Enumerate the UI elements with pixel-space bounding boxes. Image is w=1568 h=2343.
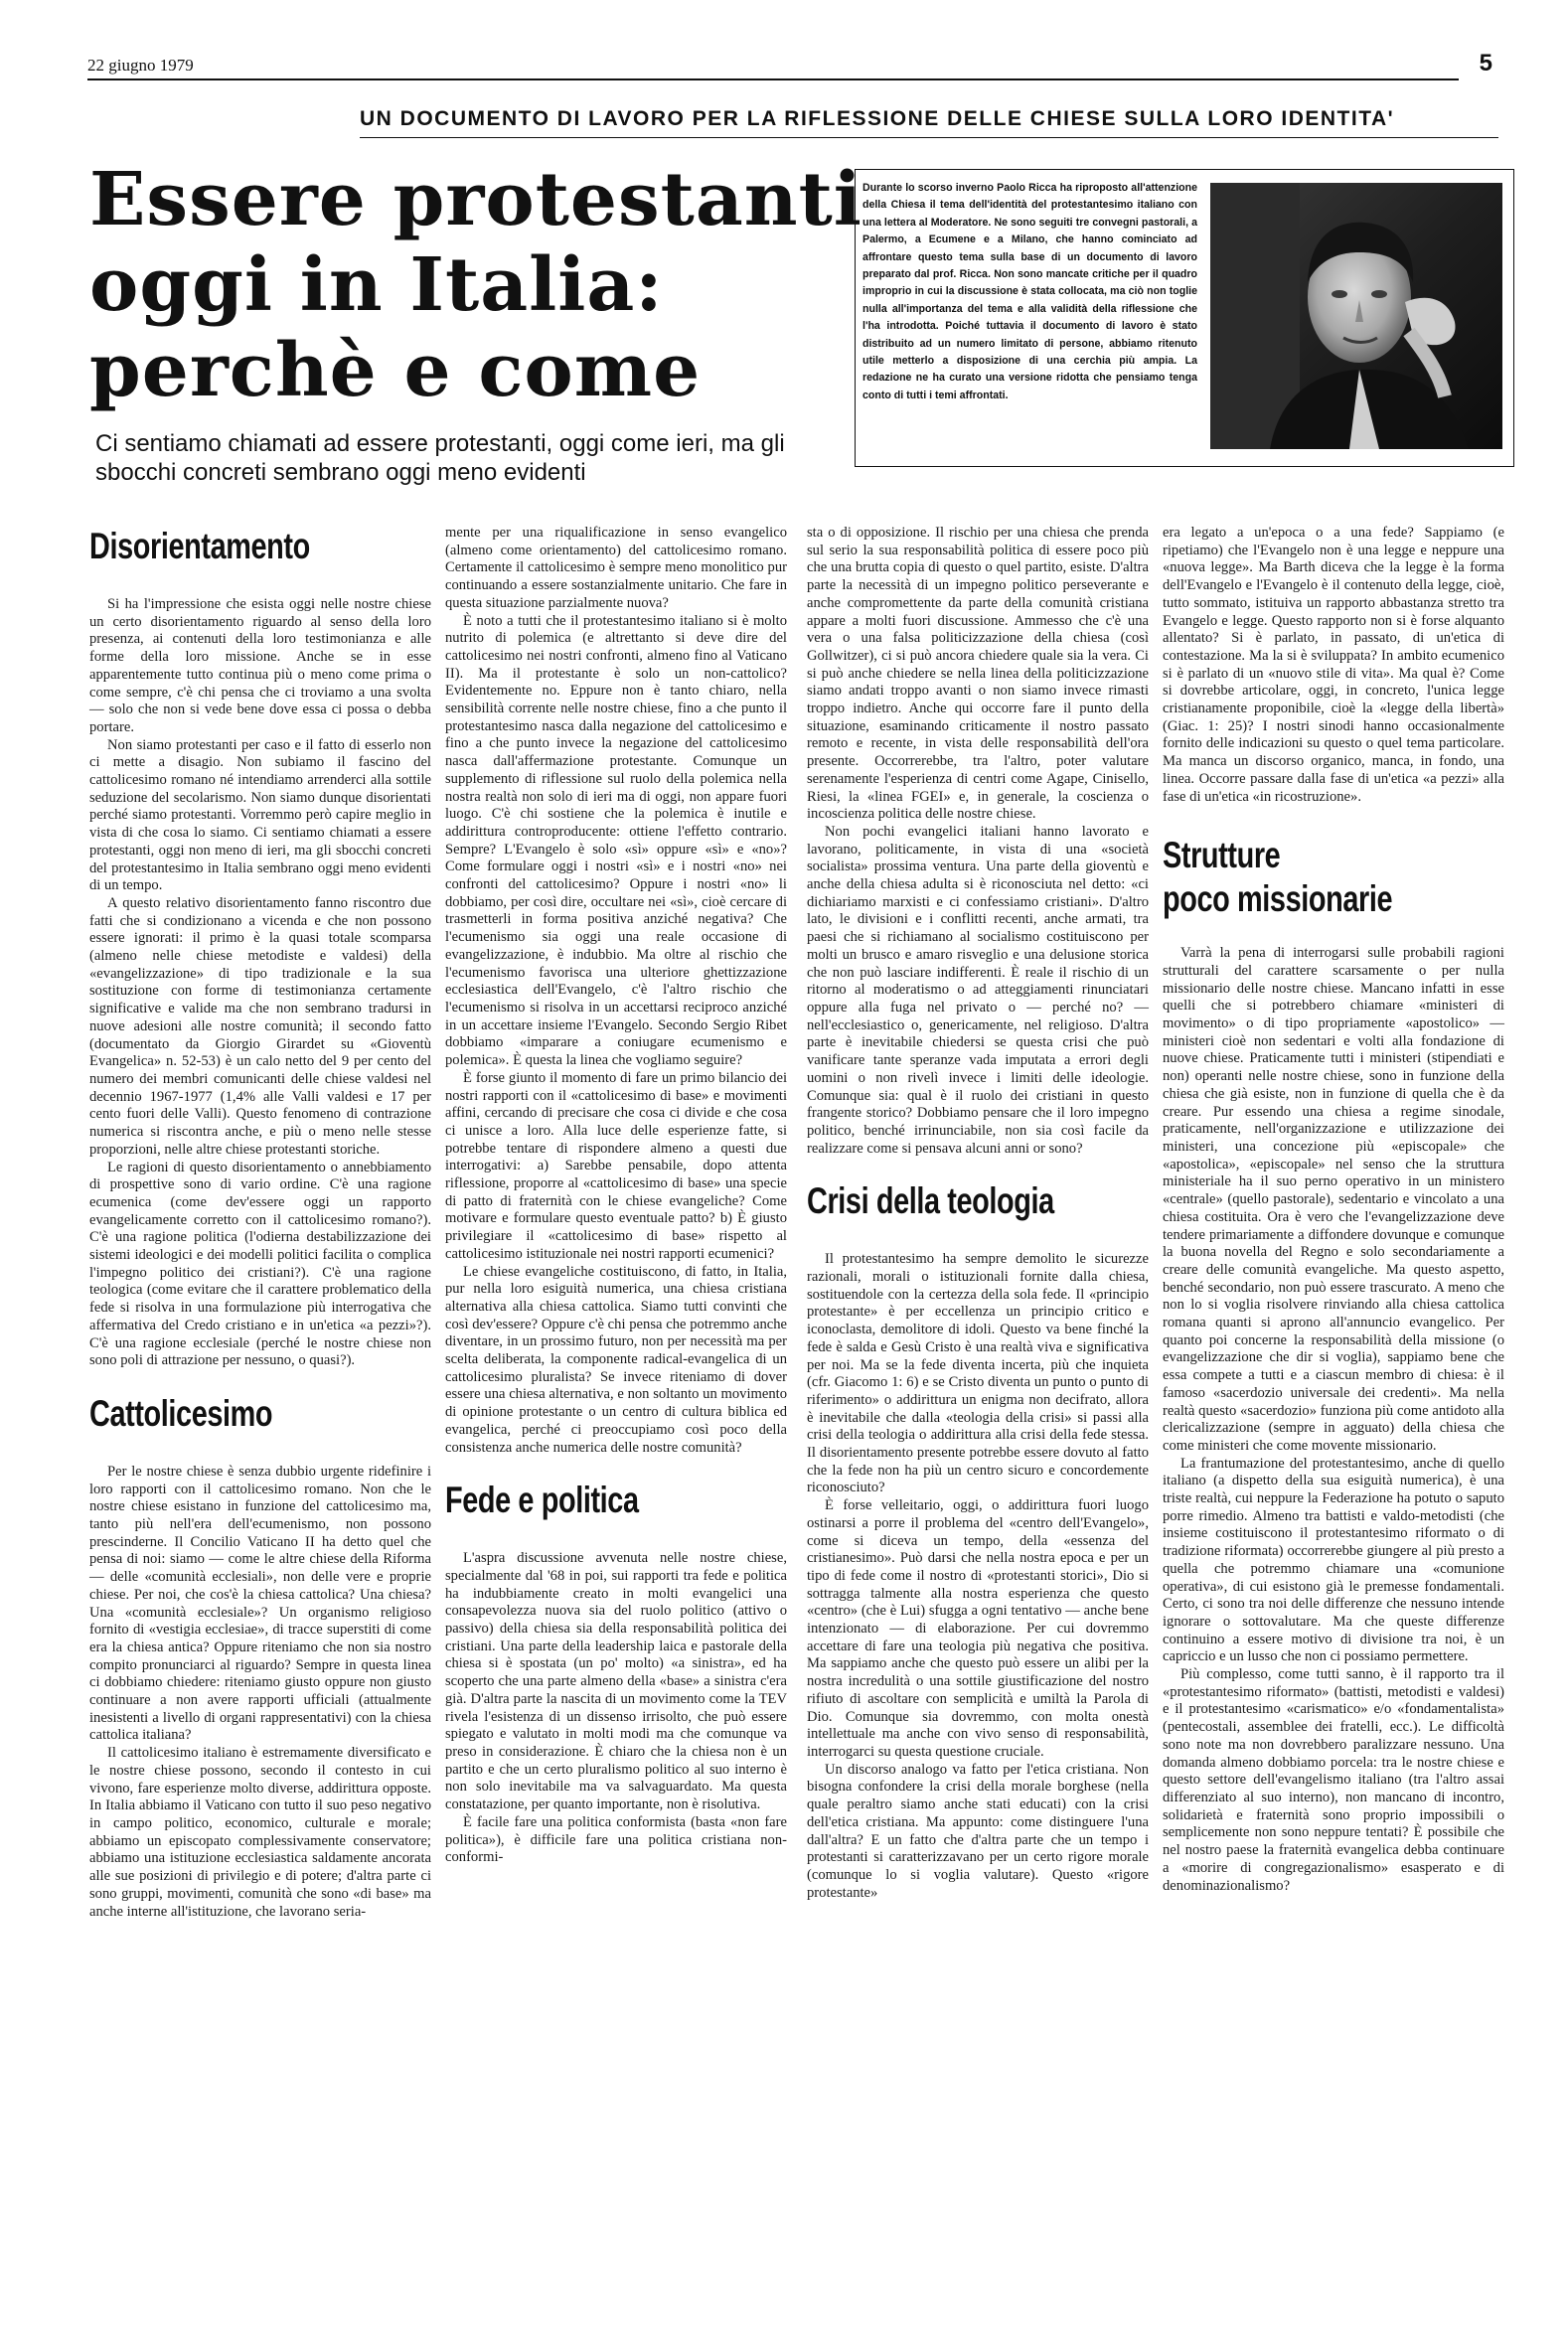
headline-line-3: perchè e come: [89, 328, 702, 413]
intro-text: Durante lo scorso inverno Paolo Ricca ha riproposto all'attenzione della Chiesa il tema dell'identità del protestantesimo italiano con una lettera al Moderatore. Ne sono seguiti tre convegni pastorali, a Palermo, a Ecumene e a Milano, che hanno cominciato ad affrontare questo tema sulla base di un documento di lavoro preparato dal prof. Ricca. Non sono mancate critiche per il quadro improprio in cui la discussione è stata collocata, ma ciò non toglie nulla all'importanza del tema e alla validità della riflessione che l'ha introdotta. Poiché tuttavia il documento di lavoro è stato distribuito ad un numero limitato di persone, abbiamo ritenuto utile metterlo a disposizione di una cerchia più ampia. La redazione ne ha curato una versione ridotta che pensiamo tenga conto di tutti i temi affrontati.: [862, 182, 1197, 401]
subhead-disorientamento: Disorientamento: [89, 526, 310, 566]
subhead-strutture-line-2: poco missionarie: [1163, 878, 1393, 920]
paragraph: Varrà la pena di interrogarsi sulle probabili ragioni strutturali del carattere scarsamente o per nulla missionario delle nostre chiese. Mancano infatti in esse quelli che si potrebbero chiamare «ministeri di movimento» o di tipo propriamente «apostolico» — ministeri cioè non sedentari e volti alla fondazione di nuove chiese. Praticamente tutti i ministeri (stipendiati e non) operanti nelle nostre chiese, sono in funzione della chiesa che già esiste, non in funzione di quella che è da creare. Pur essendo una chiesa a regime sinodale, praticamente, nell'organizzazione e utilizzazione dei ministeri, una concezione più «episcopale» che «apostolica», «episcopale» nel senso che la struttura ministeriale ha il suo perno operativo in un ministero «centrale» (quello pastorale), sedentario e vincolato a una chiesa costituita. Ora è vero che l'evangelizzazione deve tendere primariamente a diffondere dovunque e comunque la buona novella del Regno e solo secondariamente a creare delle comunità evangeliche. Ma questo aspetto, benché secondario, non può essere trascurato. A meno che non lo si voglia risolvere rinviando alla chiesa cattolica romana quanti si aprono all'annuncio evangelico. Per quanto poi concerne la responsabilità della missione (o evangelizzazione che dir si voglia), sappiamo bene che essa compete a tutti e a ciascun membro di chiesa: è il famoso «sacerdozio universale dei credenti». Ma nella realtà questo «sacerdozio» funziona più come antidoto alla clericalizzazione (sempre in agguato) della chiesa che come ministeri che come movente missionario.: [1163, 945, 1504, 1454]
column-4: [1163, 525, 1504, 1895]
subhead-cattolicesimo: Cattolicesimo: [89, 1392, 273, 1434]
paragraph: mente per una riqualificazione in senso evangelico (almeno come orientamento) del cattolicesimo romano. Certamente il cattolicesimo è sempre meno monolitico pur continuando a essere sostanzialmente unitario. Che fare in questa situazione parzialmente nuova?: [445, 525, 787, 611]
paragraph: Le chiese evangeliche costituiscono, di fatto, in Italia, pur nella loro esiguità numerica, una chiesa cristiana alternativa alla chiesa cattolica. Siamo tutti convinti che così dev'essere? Oppure c'è chi pensa che potremmo anche diventare, in un prossimo futuro, non per necessità ma per scelta deliberata, la componente radical-evangelica di un cattolicesimo pluralista? Se invece riteniamo di dover essere una chiesa alternativa, e non soltanto un movimento di opinione protestante o un centro di cultura biblica ed evangelica, perché ci preoccupiamo così poco della consistenza anche numerica delle nostre comunità?: [445, 1263, 787, 1456]
paragraph: Un discorso analogo va fatto per l'etica cristiana. Non bisogna confondere la crisi della morale borghese (nella quale peraltro siamo anche stati educati) con la crisi dell'etica cristiana. Ma appunto: come distinguere l'una dall'altra? E un fatto che d'altra parte che un tempo i protestanti si caratterizzavano per un certo rigore morale (comunque lo si voglia valutare). Questo «rigore protestante»: [807, 1761, 1149, 1901]
paragraph: Si ha l'impressione che esista oggi nelle nostre chiese un certo disorientamento riguardo al senso della loro presenza, ai contenuti della loro testimonianza e alle forme della loro missione. Anche se in esse apparentemente tutto continua più o meno come prima o come sempre, c'è chi pensa che ci troviamo a una svolta — solo che non si vede bene dove essa ci possa o debba portare.: [89, 596, 431, 735]
subhead-crisi-teologia: Crisi della teologia: [807, 1180, 1054, 1222]
portrait-photo: [1210, 183, 1502, 449]
column-2: [445, 525, 787, 1867]
kicker: UN DOCUMENTO DI LAVORO PER LA RIFLESSIONE DELLE CHIESE SULLA LORO IDENTITA': [360, 107, 1395, 130]
subhead-strutture: [1163, 834, 1429, 921]
paragraph: sta o di opposizione. Il rischio per una chiesa che prenda sul serio la sua responsabilità politica di essere poco più che una brutta copia di questo o quel partito, esiste. D'altra parte la necessità di un impegno politico perseverante e anche compromettente da parte della comunità cristiana appare a molti fuori discussione. Ammesso che c'è una vera o una falsa politicizzazione della chiesa (così Gollwitzer), ci si può ancora chiedere quale sia la vera. Ci si può anche chiedere se nella linea della politicizzazione siamo andati troppo avanti o non siamo invece rimasti troppo indietro. Anche qui occorre fare il punto della situazione, esaminando criticamente il nostro passato remoto e recente, in vista delle responsabilità dell'ora presente. Occorrerebbe, tra l'altro, poter valutare serenamente l'esperienza di centri come Agape, Cinisello, Riesi, la «linea FGEI» e, in generale, la coscienza o incoscienza politica delle nostre chiese.: [807, 525, 1149, 823]
paragraph: Non siamo protestanti per caso e il fatto di esserlo non ci mette a disagio. Non subiamo il fascino del cattolicesimo romano né intendiamo arrenderci alla sottile seduzione del secolarismo. Non siamo dunque disorientati perché siamo protestanti. Vorremmo però capire meglio in vista di che cosa lo siamo. Ci sentiamo chiamati a essere protestanti, oggi non meno di ieri, ma gli sbocchi concreti del protestantesimo in Italia sembrano oggi meno evidenti di un tempo.: [89, 736, 431, 894]
headline-line-2: oggi in Italia:: [89, 242, 664, 328]
standfirst: Ci sentiamo chiamati ad essere protestanti, oggi come ieri, ma gli sbocchi concreti sembrano oggi meno evidenti: [95, 430, 785, 486]
column-1: [89, 525, 431, 1921]
subhead-fede-politica: Fede e politica: [445, 1480, 639, 1521]
paragraph: Più complesso, come tutti sanno, è il rapporto tra il «protestantesimo riformato» (battisti, metodisti e valdesi) e il protestantesimo «carismatico» e/o «fondamentalista» (pentecostali, assemblee dei fratelli, ecc.). Le difficoltà sono note ma non dovrebbero paralizzare nessuno. Una domanda almeno dobbiamo porcela: tra le nostre chiese e questo settore dell'evangelismo italiano (tra l'altro assai differenziato al suo interno), non mancano di incontro, solidarietà e fraternità sono proprio impossibili o semplicemente non sono neppure tentati? È possibile che nel nostro paese la fraternità evangelica debba continuare a «morire di congregazionalismo» esasperato e di denominazionalismo?: [1163, 1666, 1504, 1894]
page-number: 5: [1479, 50, 1492, 77]
paragraph: Le ragioni di questo disorientamento o annebbiamento di prospettive sono di vario ordine. C'è una ragione ecumenica (come dev'essere oggi un rapporto evangelicamente corretto con il cattolicesimo romano?). C'è una ragione politica (l'odierna destabilizzazione dei sistemi ideologici e dei modelli politici facilita o complica l'impegno politico dei cristiani?). C'è una ragione teologica (come evitare che il carattere problematico della fede si risolva in una formulazione più interrogativa che affermativa del Credo cristiano e in un'etica «a pezzi»?). C'è una ragione ecclesiale (perché le nostre chiese non sono poli di attrazione per nessuno, o quasi?).: [89, 1159, 431, 1369]
paragraph: È forse velleitario, oggi, o addirittura fuori luogo ostinarsi a porre il problema del «centro dell'Evangelo», come si diceva un tempo, della «essenza del cristianesimo». Può darsi che nella nostra epoca e per un tipo di fede come il nostro di «protestanti storici», Dio si sottragga talmente alla nostra esperienza che questo «centro» (che è Lui) sfugga a ogni tentativo — anche bene intenzionato — di elaborazione. Per cui dovremmo accettare di fare una teologia più negativa che positiva. Ma sappiamo anche che questo può essere un alibi per la nostra incredulità o una sottile giustificazione del nostro rifiuto di ascoltare con semplicità e umiltà la Parola di Dio. Comunque sia dovremmo, con molta onestà intellettuale ma anche con vivo senso di responsabilità, interrogarci su questa questione cruciale.: [807, 1497, 1149, 1760]
kicker-rule: [360, 137, 1498, 138]
masthead-rule: [87, 78, 1459, 80]
paragraph: La frantumazione del protestantesimo, anche di quello italiano (a dispetto della sua esiguità numerica), è una triste realtà, cui neppure la Federazione ha potuto o saputo porre rimedio. Almeno tra battisti e valdo-metodisti (che insieme costituiscono il protestantesimo riformato o di tradizione riformata) occorrerebbe giungere al più presto a quella che potremmo chiamare una «comunione operativa», di cui esistono già le premesse fondamentali. Certo, ci sono tra noi delle differenze che nessuno intende ignorare o sottovalutare. Ma che queste differenze continuino a essere motivo di divisione tra noi, è un capriccio e un lusso che non ci possiamo permettere.: [1163, 1455, 1504, 1665]
paragraph: L'aspra discussione avvenuta nelle nostre chiese, specialmente dal '68 in poi, sui rapporti tra fede e politica ha indubbiamente creato in molti evangelici una consapevolezza nuova sia del ruolo politico (attivo o passivo) della chiesa sia della responsabilità politica dei cristiani. Una parte della leadership laica e pastorale della chiesa si è spostata (un po' molto) «a sinistra», ed ha scoperto che una parte almeno della «base» a sinistra c'era già. D'altra parte la nascita di un movimento come la TEV rivela l'esistenza di un dissenso irrisolto, che può essere spiegato e valutato in molti modi ma che comunque va preso in considerazione. È chiaro che la chiesa non è un partito e che un certo pluralismo politico al suo interno è non solo inevitabile ma va salvaguardato. Ma questa constatazione, per quanto importante, non è risolutiva.: [445, 1550, 787, 1813]
column-3: [807, 525, 1149, 1902]
paragraph: Per le nostre chiese è senza dubbio urgente ridefinire i loro rapporti con il cattolicesimo romano. Non che le nostre chiese esistano in funzione del cattolicesimo ma, tanto più nell'era dell'ecumenismo, non possono prescinderne. Il Concilio Vaticano II ha detto quel che pensa di noi: siamo — come le altre chiese della Riforma — delle «comunità ecclesiali», non delle vere e proprie chiese. Per noi, che cos'è la chiesa cattolica? Una chiesa? Una «comunità ecclesiale»? Un organismo religioso fornito di «vestigia ecclesiae», di tracce superstiti di come era la chiesa antica? Oppure riteniamo che non sia nostro compito pronunciarci al riguardo? Sempre in questa linea ci dobbiamo chiedere: riteniamo giusto oppure non giusto continuare a non avere rapporti ufficiali (attualmente inesistenti a livello di organi rappresentativi) con la chiesa cattolica italiana?: [89, 1463, 431, 1744]
paragraph: Non pochi evangelici italiani hanno lavorato e lavorano, politicamente, in vista di una «società socialista» prossima ventura. Una parte della gioventù e anche della chiesa adulta si è riconosciuta nel detto: «ci dichiariamo marxisti e ci confessiamo cristiani». D'altro lato, le divisioni e i conflitti recenti, anche armati, tra paesi che si richiamano al socialismo costituiscono per molti un brusco e amaro risveglio e una delusione storica che non può lasciare indifferenti. È reale il rischio di un ritorno al moderatismo o ad atteggiamenti rinunciatari oppure alla fuga nel privato o — perché no? — nell'ecclesiastico o, genericamente, nel religioso. D'altra parte è inevitabile chiedersi se questa crisi che può vanificare tante speranze vada imputata a errori degli uomini o non rivelì invece i limiti delle ideologie. Comunque sia: qual è il ruolo dei cristiani in questo frangente storico? Dobbiamo pensare che il loro impegno politico, benché irrinunciabile, non sia così facile da realizzare come si pensava alcuni anni or sono?: [807, 823, 1149, 1157]
paragraph: Il protestantesimo ha sempre demolito le sicurezze razionali, morali o istituzionali fornite dalla chiesa, sostituendole con la certezza della sola fede. Il «principio protestante» è per eccellenza un principio critico e iconoclasta, demolitore di idoli. Questo va bene finché la fede è salda e Gesù Cristo è una realtà viva e significativa per noi. Ma se la fede diventa incerta, più che inquieta (cfr. Giacomo 1: 6) e se Cristo diventa un punto o punto di riferimento» o addirittura un enigma non decifrato, allora è inevitabile che dalla «teologia della crisi» si passi alla crisi della teologia o addirittura alla crisi della fede stessa. Il disorientamento presente potrebbe essere dovuto al fatto che la fede non ha più un centro sicuro e concordemente riconosciuto?: [807, 1251, 1149, 1496]
paragraph: È noto a tutti che il protestantesimo italiano si è molto nutrito di polemica (e altrettanto si deve dire del cattolicesimo nei nostri confronti, almeno fino al Vaticano II). Ma il protestante è solo un non-cattolico? Evidentemente no. Eppure non è tanto chiaro, nella sensibilità corrente nelle nostre chiese, fino a che punto il protestantesimo nasca dalla negazione del cattolicesimo e fino a che punto invece la negazione del cattolicesimo nasca dall'affermazione protestante. Comunque un supplemento di riflessione sul ruolo della polemica nella nostra realtà non solo di ieri ma di oggi, non appare fuori luogo. C'è chi sostiene che la polemica è inutile e addirittura controproducente: ottiene l'effetto contrario. Sempre? L'Evangelo è solo «sì» oppure «sì» e «no»? Come formulare oggi i nostri «sì» e i nostri «no» nei confronti del cattolicesimo? Oppure i nostri «no» li dobbiamo, per così dire, occultare nei «sì», cioè cercare di trasmetterli in forma positiva anziché negativa? Che l'ecumenismo sia oggi una reale occasione di evangelizzazione, è indubbio. Ma oltre al rischio che l'ecumenismo favorisca una ulteriore ghettizzazione ecclesiastica dell'Evangelo, c'è l'altro rischio che l'ecumenismo si risolva in un accettarsi reciproco anziché in un accettare insieme l'Evangelo. Secondo Sergio Ribet dobbiamo «imparare a coniugare ecumenismo e polemica». È questa la linea che vogliamo seguire?: [445, 612, 787, 1069]
paragraph: era legato a un'epoca o a una fede? Sappiamo (e ripetiamo) che l'Evangelo non è una legge e neppure una «nuova legge». Ma Barth diceva che la legge è la forma dell'Evangelo e l'Evangelo è il contenuto della legge, cioè, tutto sommato, istituiva un rapporto abbastanza stretto tra Evangelo e legge. Questo rapporto non si è forse alquanto allentato? Si è parlato, in passato, di un'etica di contestazione. Ma la si è sviluppata? In ambito ecumenico si è parlato di un «nuovo stile di vita». Ma qual è? Come si dovrebbe articolare, oggi, in concreto, l'unica legge cristianamente proponibile, cioè la «legge della libertà» (Giac. 1: 25)? I nostri sinodi hanno occasionalmente fornito delle indicazioni su questo o quel tema particolare. Ma manca un discorso organico, manca, in fondo, una linea. Occorre passare dalla fase di un'etica «a pezzi» alla fase di un'etica «in ricostruzione».: [1163, 525, 1504, 805]
subhead-strutture-line-1: Strutture: [1163, 835, 1281, 876]
headline: [89, 157, 862, 413]
headline-line-1: Essere protestanti: [89, 157, 862, 242]
masthead-date: 22 giugno 1979: [87, 56, 194, 75]
paragraph: È facile fare una politica conformista (basta «non fare politica»), è difficile fare una politica cristiana non-conformi-: [445, 1813, 787, 1866]
paragraph: A questo relativo disorientamento fanno riscontro due fatti che si condizionano a vicenda e che non possono essere ignorati: il primo è la quasi totale scomparsa (almeno nelle chiese metodiste e valdesi) della «evangelizzazione» di tipo tradizionale e la sua sostituzione con forme di testimonianza certamente significative e valide ma che non sembrano tradursi in nuove adesioni alle nostre comunità; il secondo fatto (documentato da Giorgio Girardet su «Gioventù Evangelica» n. 52-53) è un calo netto del 9 per cento del numero dei membri comunicanti delle chiese valdesi nel decennio 1967-1977 (1,4% alle Valli valdesi e 17 per cento fuori delle Valli). Questo fenomeno di contrazione numerica si riscontra anche, e più o meno nelle stesse proporzioni, nelle altre chiese protestanti storiche.: [89, 894, 431, 1158]
paragraph: È forse giunto il momento di fare un primo bilancio dei nostri rapporti con il «cattolicesimo di base» e movimenti affini, cercando di precisare che cosa ci divide e che cosa ci unisce a loro. Alla luce delle esperienze fatte, si potrebbe tentare di rispondere almeno a questi due interrogativi: a) Sarebbe pensabile, dopo attenta riflessione, proporre al «cattolicesimo di base» una specie di patto di fraternità con le chiese evangeliche? Come motivare e formulare questo eventuale patto? b) È giusto privilegiare il «cattolicesimo di base» rispetto al cattolicesimo istituzionale nei nostri rapporti ecumenici?: [445, 1069, 787, 1262]
paragraph: Il cattolicesimo italiano è estremamente diversificato e le nostre chiese possono, secondo il contesto in cui vivono, fare esperienze molto diverse, addirittura opposte. In Italia abbiamo il Vaticano con tutto il suo peso negativo in campo politico, economico, culturale e morale; abbiamo un episcopato complessivamente conservatore; abbiamo una istituzione ecclesiastica saldamente ancorata alle sue posizioni di privilegio e di potere; d'altra parte ci sono gruppi, movimenti, comunità che sono «di base» ma anche interne all'istituzione, che lavorano seria-: [89, 1745, 431, 1920]
